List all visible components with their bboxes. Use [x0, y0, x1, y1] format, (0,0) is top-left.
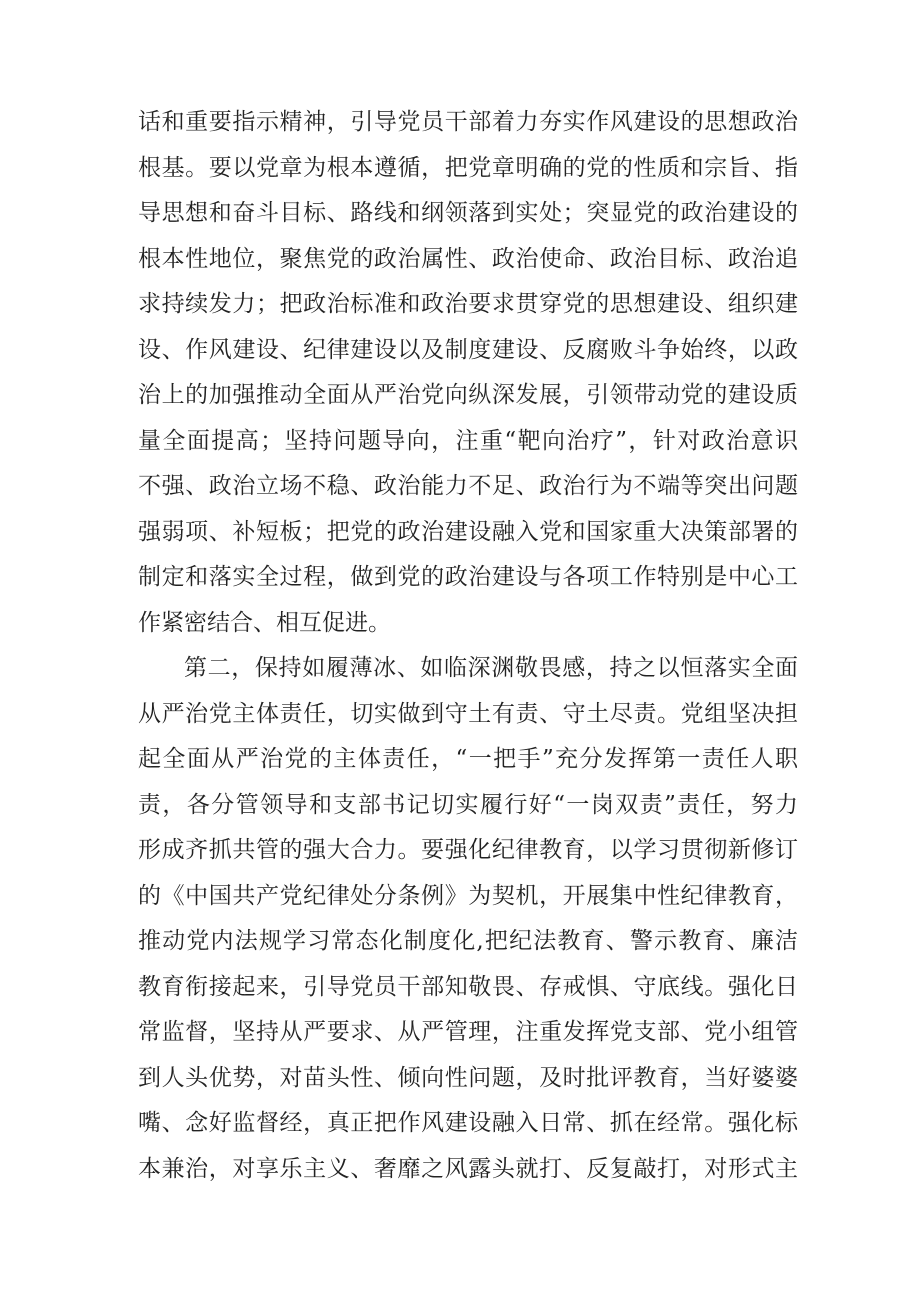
- paragraph-line: 根本性地位，聚焦党的政治属性、政治使命、政治目标、政治追: [138, 245, 798, 272]
- paragraph-line: 责，各分管领导和支部书记切实履行好“一岗双责”责任，努力: [138, 791, 798, 818]
- paragraph-line: 起全面从严治党的主体责任，“一把手”充分发挥第一责任人职: [138, 746, 798, 772]
- paragraph-line: 根基。要以党章为根本遵循，把党章明确的党的性质和宗旨、指: [138, 154, 798, 181]
- paragraph-line: 制定和落实全过程，做到党的政治建设与各项工作特别是中心工: [138, 564, 798, 590]
- body-text: [138, 100, 798, 1192]
- paragraph-line: 设、作风建设、纪律建设以及制度建设、反腐败斗争始终，以政: [138, 336, 798, 363]
- paragraph-line: 第二，保持如履薄冰、如临深渊敬畏感，持之以恒落实全面: [184, 655, 798, 681]
- paragraph-line: 话和重要指示精神，引导党员干部着力夯实作风建设的思想政治: [138, 109, 798, 135]
- paragraph-line: 本兼治，对享乐主义、奢靡之风露头就打、反复敲打，对形式主: [138, 1155, 798, 1182]
- paragraph-line: 求持续发力；把政治标准和政治要求贯穿党的思想建设、组织建: [138, 291, 798, 317]
- paragraph-line: 从严治党主体责任，切实做到守土有责、守土尽责。党组坚决担: [138, 700, 798, 727]
- paragraph-line: 常监督，坚持从严要求、从严管理，注重发挥党支部、党小组管: [138, 1019, 798, 1045]
- paragraph-line: 强弱项、补短板；把党的政治建设融入党和国家重大决策部署的: [138, 518, 798, 545]
- paragraph-line: 的《中国共产党纪律处分条例》为契机，开展集中性纪律教育，: [138, 882, 798, 909]
- paragraph-line: 教育衔接起来，引导党员干部知敬畏、存戒惧、守底线。强化日: [138, 973, 798, 1000]
- paragraph-line: 量全面提高；坚持问题导向，注重“靶向治疗”，针对政治意识: [138, 427, 798, 454]
- paragraph-line: 到人头优势，对苗头性、倾向性问题，及时批评教育，当好婆婆: [138, 1064, 798, 1091]
- paragraph-line: 不强、政治立场不稳、政治能力不足、政治行为不端等突出问题: [138, 473, 798, 499]
- paragraph-line: 推动党内法规学习常态化制度化,把纪法教育、警示教育、廉洁: [138, 928, 798, 954]
- paragraph-line: 治上的加强推动全面从严治党向纵深发展，引领带动党的建设质: [138, 382, 798, 408]
- paragraph-line: 作紧密结合、相互促进。: [138, 609, 391, 636]
- paragraph-line: 形成齐抓共管的强大合力。要强化纪律教育，以学习贯彻新修订: [138, 837, 798, 863]
- paragraph-line: 嘴、念好监督经，真正把作风建设融入日常、抓在经常。强化标: [138, 1110, 798, 1136]
- paragraph-line: 导思想和奋斗目标、路线和纲领落到实处；突显党的政治建设的: [138, 200, 798, 226]
